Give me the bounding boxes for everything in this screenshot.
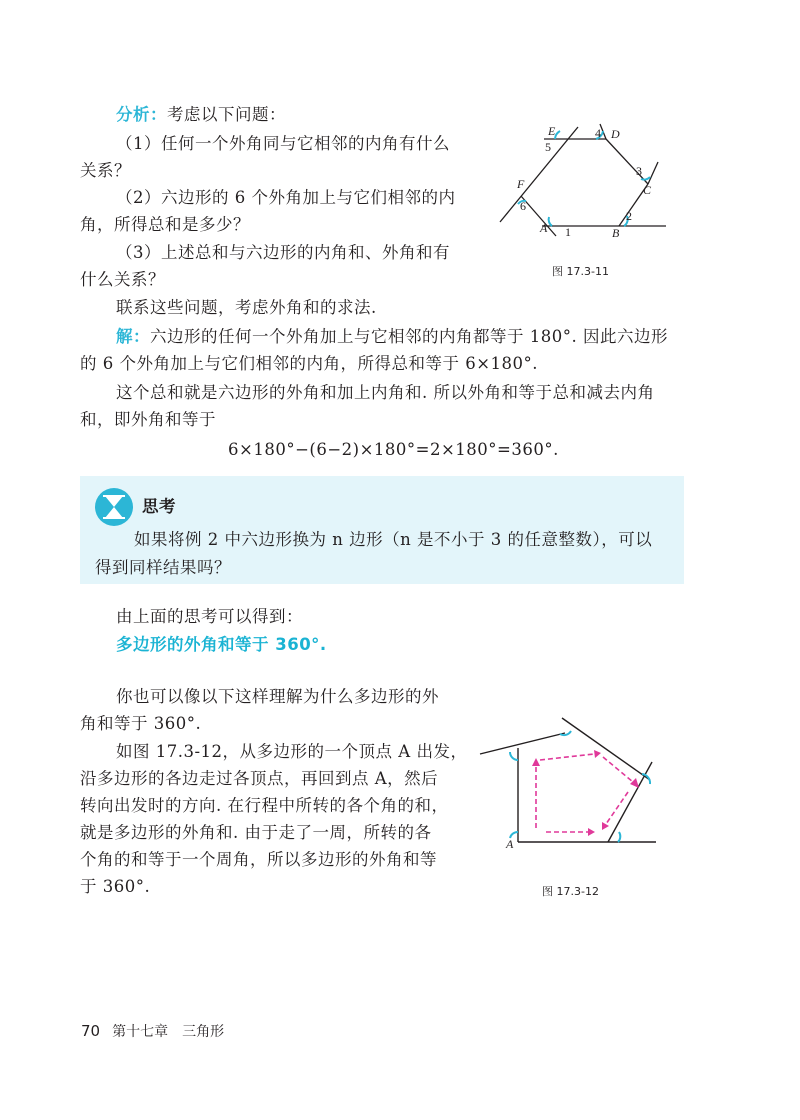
polygon-side-top: [480, 733, 565, 754]
extension-C: [648, 162, 658, 184]
question-2-line1: （2）六边形的 6 个外角加上与它们相邻的内: [116, 188, 456, 207]
analysis-heading: [116, 104, 286, 126]
think-title: 思考: [142, 497, 176, 516]
label-5: 5: [545, 140, 551, 154]
solution-formula: 6×180°−(6−2)×180°=2×180°=360°.: [228, 440, 559, 459]
walk-arrow-2: [540, 754, 594, 760]
analysis-link: 联系这些问题，考虑外角和的求法.: [116, 298, 377, 317]
solution-line4: 和，即外角和等于: [80, 410, 216, 429]
turn-mark-bottom-right: [618, 832, 620, 842]
solution-line1: 解：六边形的任何一个外角加上与它相邻的内角都等于 180°. 因此六边形: [116, 327, 668, 346]
figure-polygon-walk: [478, 712, 678, 862]
question-1-line2: 关系？: [80, 161, 131, 180]
label-E: E: [548, 124, 556, 138]
think-line2: 得到同样结果吗？: [95, 558, 231, 577]
analysis-label: 分析：: [116, 105, 167, 124]
arrowhead-1: [532, 758, 540, 766]
label-C: C: [643, 183, 652, 197]
explain-line4: 沿多边形的各边走过各顶点，再回到点 A，然后: [80, 769, 439, 788]
solution-line2: 的 6 个外角加上与它们相邻的内角，所得总和等于 6×180°.: [80, 354, 539, 373]
figure1-caption: 图 17.3-11: [552, 265, 609, 278]
label-6: 6: [520, 199, 526, 213]
explain-line1: 你也可以像以下这样理解为什么多边形的外: [116, 687, 439, 706]
hexagon-side-EF: [500, 127, 578, 222]
solution-label: 解：: [116, 327, 150, 346]
polygon-side-topright: [562, 718, 650, 780]
label-D: D: [611, 127, 620, 141]
arrowhead-5: [588, 828, 595, 836]
explain-line8: 于 360°.: [80, 877, 151, 896]
conclusion-line1: 由上面的思考可以得到：: [116, 607, 303, 626]
analysis-intro: 考虑以下问题：: [167, 105, 286, 124]
solution-line3: 这个总和就是六边形的外角和加上内角和. 所以外角和等于总和减去内角: [116, 383, 655, 402]
figure2-caption: 图 17.3-12: [542, 885, 599, 898]
hexagon-side-FA: [521, 196, 556, 236]
turn-mark-top: [560, 731, 571, 735]
turn-mark-top-left: [510, 752, 518, 760]
explain-line3: 如图 17.3-12，从多边形的一个顶点 A 出发，: [116, 742, 468, 761]
question-3-line2: 什么关系？: [80, 270, 165, 289]
label-3: 3: [636, 164, 642, 178]
label-F: F: [517, 177, 525, 191]
walk-arrow-4: [606, 792, 628, 824]
question-1-line1: （1）任何一个外角同与它相邻的内角有什么: [116, 134, 450, 153]
walk-arrow-3: [603, 757, 633, 782]
question-2-line2: 角，所得总和是多少？: [80, 215, 250, 234]
question-3-line1: （3）上述总和与六边形的内角和、外角和有: [116, 243, 450, 262]
figure-hexagon-exterior-angles: [496, 120, 676, 245]
vertex-label-A: A: [506, 837, 514, 851]
arrowhead-4: [602, 822, 609, 830]
explain-line6: 就是多边形的外角和. 由于走了一周，所转的各: [80, 823, 432, 842]
think-line1: 如果将例 2 中六边形换为 n 边形（n 是不小于 3 的任意整数），可以: [134, 530, 653, 549]
page-footer: [81, 1021, 224, 1041]
explain-line2: 角和等于 360°.: [80, 714, 202, 733]
label-2: 2: [626, 209, 632, 223]
angle-mark-1: [549, 217, 552, 226]
label-B: B: [612, 226, 620, 240]
label-A: A: [540, 221, 548, 235]
think-icon: [94, 487, 134, 527]
conclusion-theorem: 多边形的外角和等于 360°.: [116, 635, 327, 654]
chapter-title: 第十七章 三角形: [112, 1024, 225, 1040]
arrowhead-3: [630, 778, 639, 788]
explain-line5: 转向出发时的方向. 在行程中所转的各个角的和，: [80, 796, 449, 815]
label-4: 4: [595, 126, 601, 140]
arrowhead-2: [594, 750, 601, 758]
explain-line7: 个角的和等于一个周角，所以多边形的外角和等: [80, 850, 437, 869]
page-number: 70: [81, 1022, 101, 1040]
label-1: 1: [565, 225, 571, 239]
angle-mark-5: [555, 131, 560, 139]
